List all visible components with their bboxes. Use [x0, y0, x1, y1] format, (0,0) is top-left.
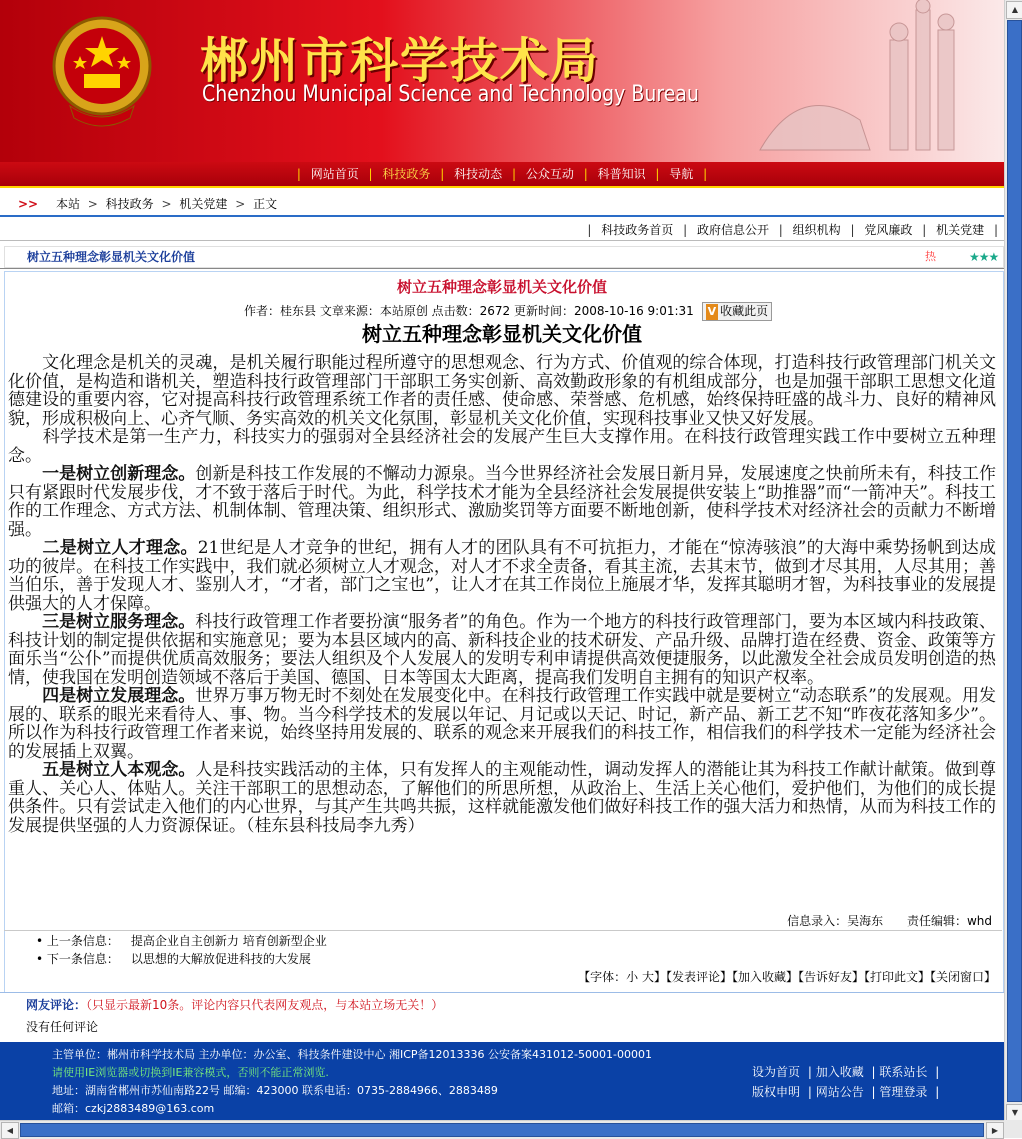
- nav-item-guide[interactable]: 导航: [669, 167, 694, 181]
- footer-link-homepage[interactable]: 设为首页: [752, 1065, 801, 1079]
- nav-item-interaction[interactable]: 公众互动: [525, 167, 574, 181]
- breadcrumb-item-current: 正文: [253, 197, 278, 211]
- divider: [0, 240, 1004, 241]
- scroll-right-icon[interactable]: ▶: [986, 1122, 1004, 1139]
- footer: [0, 1042, 1004, 1120]
- paragraph-heading: 五是树立人本观念。: [42, 760, 196, 780]
- footer-link-admin[interactable]: 管理登录: [879, 1085, 928, 1099]
- scroll-left-icon[interactable]: ◀: [1, 1122, 19, 1139]
- main-nav: [0, 162, 1004, 188]
- scrollbar-corner: [1004, 1120, 1022, 1138]
- paragraph-heading: 二是树立人才理念。: [42, 538, 198, 558]
- footer-link-notice[interactable]: 网站公告: [815, 1085, 864, 1099]
- article-paragraph: 四是树立发展理念。世界万事万物无时不刻处在发展变化中。在科技行政管理工作实践中就是要树立“动态联系”的发展观。用发展的、联系的眼光来看待人、事、物。当今科学技术的发展以年记、月记或以天记、时记，新产品、新工艺不知“昨夜花落知多少”。所以作为科技行政管理工作者来说，始终坚持用发展的、联系的观念来开展我们的科技工作，相信我们的科学技术一定能为经济社会的发展插上双翼。: [8, 686, 996, 762]
- footer-line: 地址：湖南省郴州市苏仙南路22号 邮编：423000 联系电话：0735-2884966、2883489: [52, 1084, 498, 1097]
- subnav-separator: |: [993, 223, 998, 237]
- nav-separator: |: [296, 167, 301, 181]
- next-link[interactable]: 以思想的大解放促进科技的大发展: [130, 952, 311, 966]
- nav-item-policy[interactable]: 科技政务: [382, 167, 431, 181]
- footer-line: 主管单位：郴州市科学技术局 主办单位：办公室、科技条件建设中心 湘ICP备12013336 公安备案431012-50001-00001: [52, 1048, 652, 1061]
- article-paragraph: 三是树立服务理念。科技行政管理工作者要扮演“服务者”的角色。作为一个地方的科技行政管理部门，要为本区域内科技政策、科技计划的制定提供依据和实施意见；要为本县区域内的高、新科技企业的技术研发、产品升级、品牌打造在经费、资金、政策等方面乐当“公仆”而提供优质高效服务；要法人组织及个人发展人的发明专利申请提供高效便捷服务，以此激发全社会成员发明创造的热情，使我国在发明创造领域不落后于美国、德国、日本等国太大距离，提高我们发明自主拥有的知识产权率。: [8, 612, 996, 688]
- subnav-item-integrity[interactable]: 党风廉政: [864, 223, 913, 237]
- breadcrumb-item-party[interactable]: 机关党建: [179, 197, 228, 211]
- breadcrumb: [0, 193, 1004, 217]
- nav-item-home[interactable]: 网站首页: [310, 167, 359, 181]
- comments-title: 网友评论：: [26, 998, 87, 1012]
- horizontal-scroll-thumb[interactable]: [20, 1123, 984, 1137]
- chevron-right-icon: >: [161, 197, 172, 211]
- prev-link[interactable]: 提高企业自主创新力 培育创新型企业: [130, 934, 327, 948]
- chevron-right-icon: >: [87, 197, 98, 211]
- nav-item-news[interactable]: 科技动态: [454, 167, 503, 181]
- header-banner: [0, 0, 1004, 162]
- subnav-separator: |: [778, 223, 783, 237]
- article-title: 树立五种理念彰显机关文化价值: [396, 278, 607, 296]
- footer-link-copyright[interactable]: 版权申明: [752, 1085, 801, 1099]
- section-subnav: [581, 220, 1004, 240]
- prev-next-links: [36, 932, 327, 968]
- footer-info: [52, 1046, 652, 1118]
- footer-links: [752, 1062, 939, 1102]
- bookmark-label: 收藏此页: [720, 304, 769, 318]
- paragraph-heading: 三是树立服务理念。: [42, 612, 196, 632]
- article-info: [767, 912, 992, 929]
- article-bar-title: 树立五种理念彰显机关文化价值: [27, 250, 196, 264]
- site-title: 郴州市科学技术局: [200, 33, 601, 89]
- paragraph-heading: 一是树立创新理念。: [42, 464, 196, 484]
- nav-separator: |: [703, 167, 708, 181]
- nav-item-science[interactable]: 科普知识: [597, 167, 646, 181]
- site-subtitle: Chenzhou Municipal Science and Technology Bureau: [202, 82, 699, 107]
- prev-item: • 上一条信息： 提高企业自主创新力 培育创新型企业: [36, 934, 327, 948]
- article-headline: 树立五种理念彰显机关文化价值: [362, 322, 642, 346]
- article-paragraph: 一是树立创新理念。创新是科技工作发展的不懈动力源泉。当今世界经济社会发展日新月异，发展速度之快前所未有，科技工作只有紧跟时代发展步伐，才不致于落后于时代。为此，科学技术才能为全县经济社会发展提供安装上“助推器”而“一箭冲天”。科技工作的工作理念、方式方法、机制体制、管理决策、组织形式、激励奖罚等方面要不断地创新，使科学技术对经济社会的贡献力不断增强。: [8, 464, 997, 540]
- hot-badge: 热: [925, 250, 936, 263]
- article-paragraph: 文化理念是机关的灵魂，是机关履行职能过程所遵守的思想观念、行为方式、价值观的综合体现，打造科技行政管理部门机关文化价值，是构造和谐机关，塑造科技行政管理部门干部职工务实创新、高效勤政形象的有机组成部分，也是加强干部职工思想文化道德建设的重要内容，它对提高科技行政管理系统工作者的责任感、使命感、荣誉感、危机感，始终保持旺盛的战斗力、良好的精神风貌，形成积极向上、心齐气顺、务实高效的机关文化氛围，彰显机关文化价值，实现科技事业又快又好发展。: [8, 353, 997, 429]
- footer-email: 邮箱：czkj2883489@163.com: [52, 1102, 215, 1115]
- divider: [4, 930, 1002, 931]
- subnav-separator: |: [683, 223, 688, 237]
- vertical-scroll-thumb[interactable]: [1007, 20, 1022, 1102]
- breadcrumb-item-home[interactable]: 本站: [55, 197, 80, 211]
- article-meta-text: 作者：桂东县 文章来源：本站原创 点击数：2672 更新时间：2008-10-16 9:01:31: [244, 304, 694, 318]
- subnav-item-policy-home[interactable]: 科技政务首页: [601, 223, 674, 237]
- breadcrumb-item-policy[interactable]: 科技政务: [105, 197, 154, 211]
- subnav-separator: |: [587, 223, 592, 237]
- nav-separator: |: [655, 167, 660, 181]
- comments-note: （只显示最新10条。评论内容只代表网友观点，与本站立场无关！）: [86, 998, 444, 1012]
- nav-separator: |: [511, 167, 517, 181]
- comments-empty: 没有任何评论: [26, 1020, 99, 1034]
- national-emblem-icon: [50, 10, 154, 128]
- nav-separator: |: [583, 167, 588, 181]
- paragraph-heading: 四是树立发展理念。: [42, 686, 196, 706]
- subnav-item-open-info[interactable]: 政府信息公开: [696, 223, 769, 237]
- footer-browser-note: 请使用IE浏览器或切换到IE兼容模式，否则不能正常浏览.: [52, 1066, 329, 1079]
- article-paragraph: 科学技术是第一生产力，科技实力的强弱对全县经济社会的发展产生巨大支撑作用。在科技行政管理实践工作中要树立五种理念。: [8, 427, 997, 466]
- footer-links-row: 设为首页 | 加入收藏 | 联系站长 |: [752, 1065, 940, 1079]
- sculpture-decoration: [740, 0, 1004, 162]
- article-tools[interactable]: 【字体：小 大】【发表评论】【加入收藏】【告诉好友】【打印此文】【关闭窗口】: [578, 970, 996, 984]
- article-paragraph: 五是树立人本观念。人是科技实践活动的主体，只有发挥人的主观能动性，调动发挥人的潜能让其为科技工作献计献策。做到尊重人、关心人、体贴人。关注干部职工的思想动态，了解他们的所思所想，从政治上、生活上关心他们，爱护他们，为他们的成长提供条件。只有尝试走入他们的内心世界，与其产生共鸣共振，这样就能激发他们做好科技工作的强大活力和热情，从而为科技工作的发展提供坚强的人力资源保证。（桂东县科技局李九秀）: [8, 760, 997, 836]
- subnav-item-party[interactable]: 机关党建: [936, 223, 985, 237]
- article-body: [8, 354, 996, 835]
- vertical-scrollbar[interactable]: [1004, 0, 1022, 1138]
- divider: [0, 992, 1004, 993]
- article-title-bar: [4, 246, 1004, 268]
- comments-header: [26, 996, 443, 1013]
- footer-links-row: 版权申明 | 网站公告 | 管理登录 |: [752, 1085, 940, 1099]
- double-chevron-icon: >>: [18, 197, 39, 211]
- horizontal-scrollbar[interactable]: [0, 1120, 1004, 1139]
- footer-link-contact[interactable]: 联系站长: [879, 1065, 928, 1079]
- scroll-down-icon[interactable]: ▼: [1006, 1104, 1022, 1122]
- info-recorder: 信息录入：吴海东: [787, 914, 884, 928]
- subnav-separator: |: [850, 223, 855, 237]
- nav-separator: |: [368, 167, 373, 181]
- next-item: • 下一条信息： 以思想的大解放促进科技的大发展: [36, 952, 311, 966]
- footer-link-favorite[interactable]: 加入收藏: [815, 1065, 864, 1079]
- chevron-right-icon: >: [235, 197, 246, 211]
- info-editor: 责任编辑：whd: [906, 914, 992, 928]
- subnav-separator: |: [922, 223, 927, 237]
- star-rating-icon: ★★★: [969, 250, 999, 264]
- divider: [0, 268, 1004, 269]
- nav-separator: |: [440, 167, 445, 181]
- bookmark-icon: V: [707, 305, 717, 318]
- scroll-up-icon[interactable]: ▲: [1006, 1, 1022, 19]
- article-paragraph: 二是树立人才理念。21世纪是人才竞争的世纪，拥有人才的团队具有不可抗拒力，才能在“惊涛骇浪”的大海中乘势扬帆到达成功的彼岸。在科技工作实践中，我们就必须树立人才观念，对人才不求全责备，看其主流，去其末节，做到才尽其用，人尽其用；善当伯乐，善于发现人才、鉴别人才，“才者，部门之宝也”，让人才在其工作岗位上施展才华，发挥其聪明才智，为科技事业的发展提供强大的人才保障。: [8, 538, 997, 614]
- subnav-item-organization[interactable]: 组织机构: [792, 223, 841, 237]
